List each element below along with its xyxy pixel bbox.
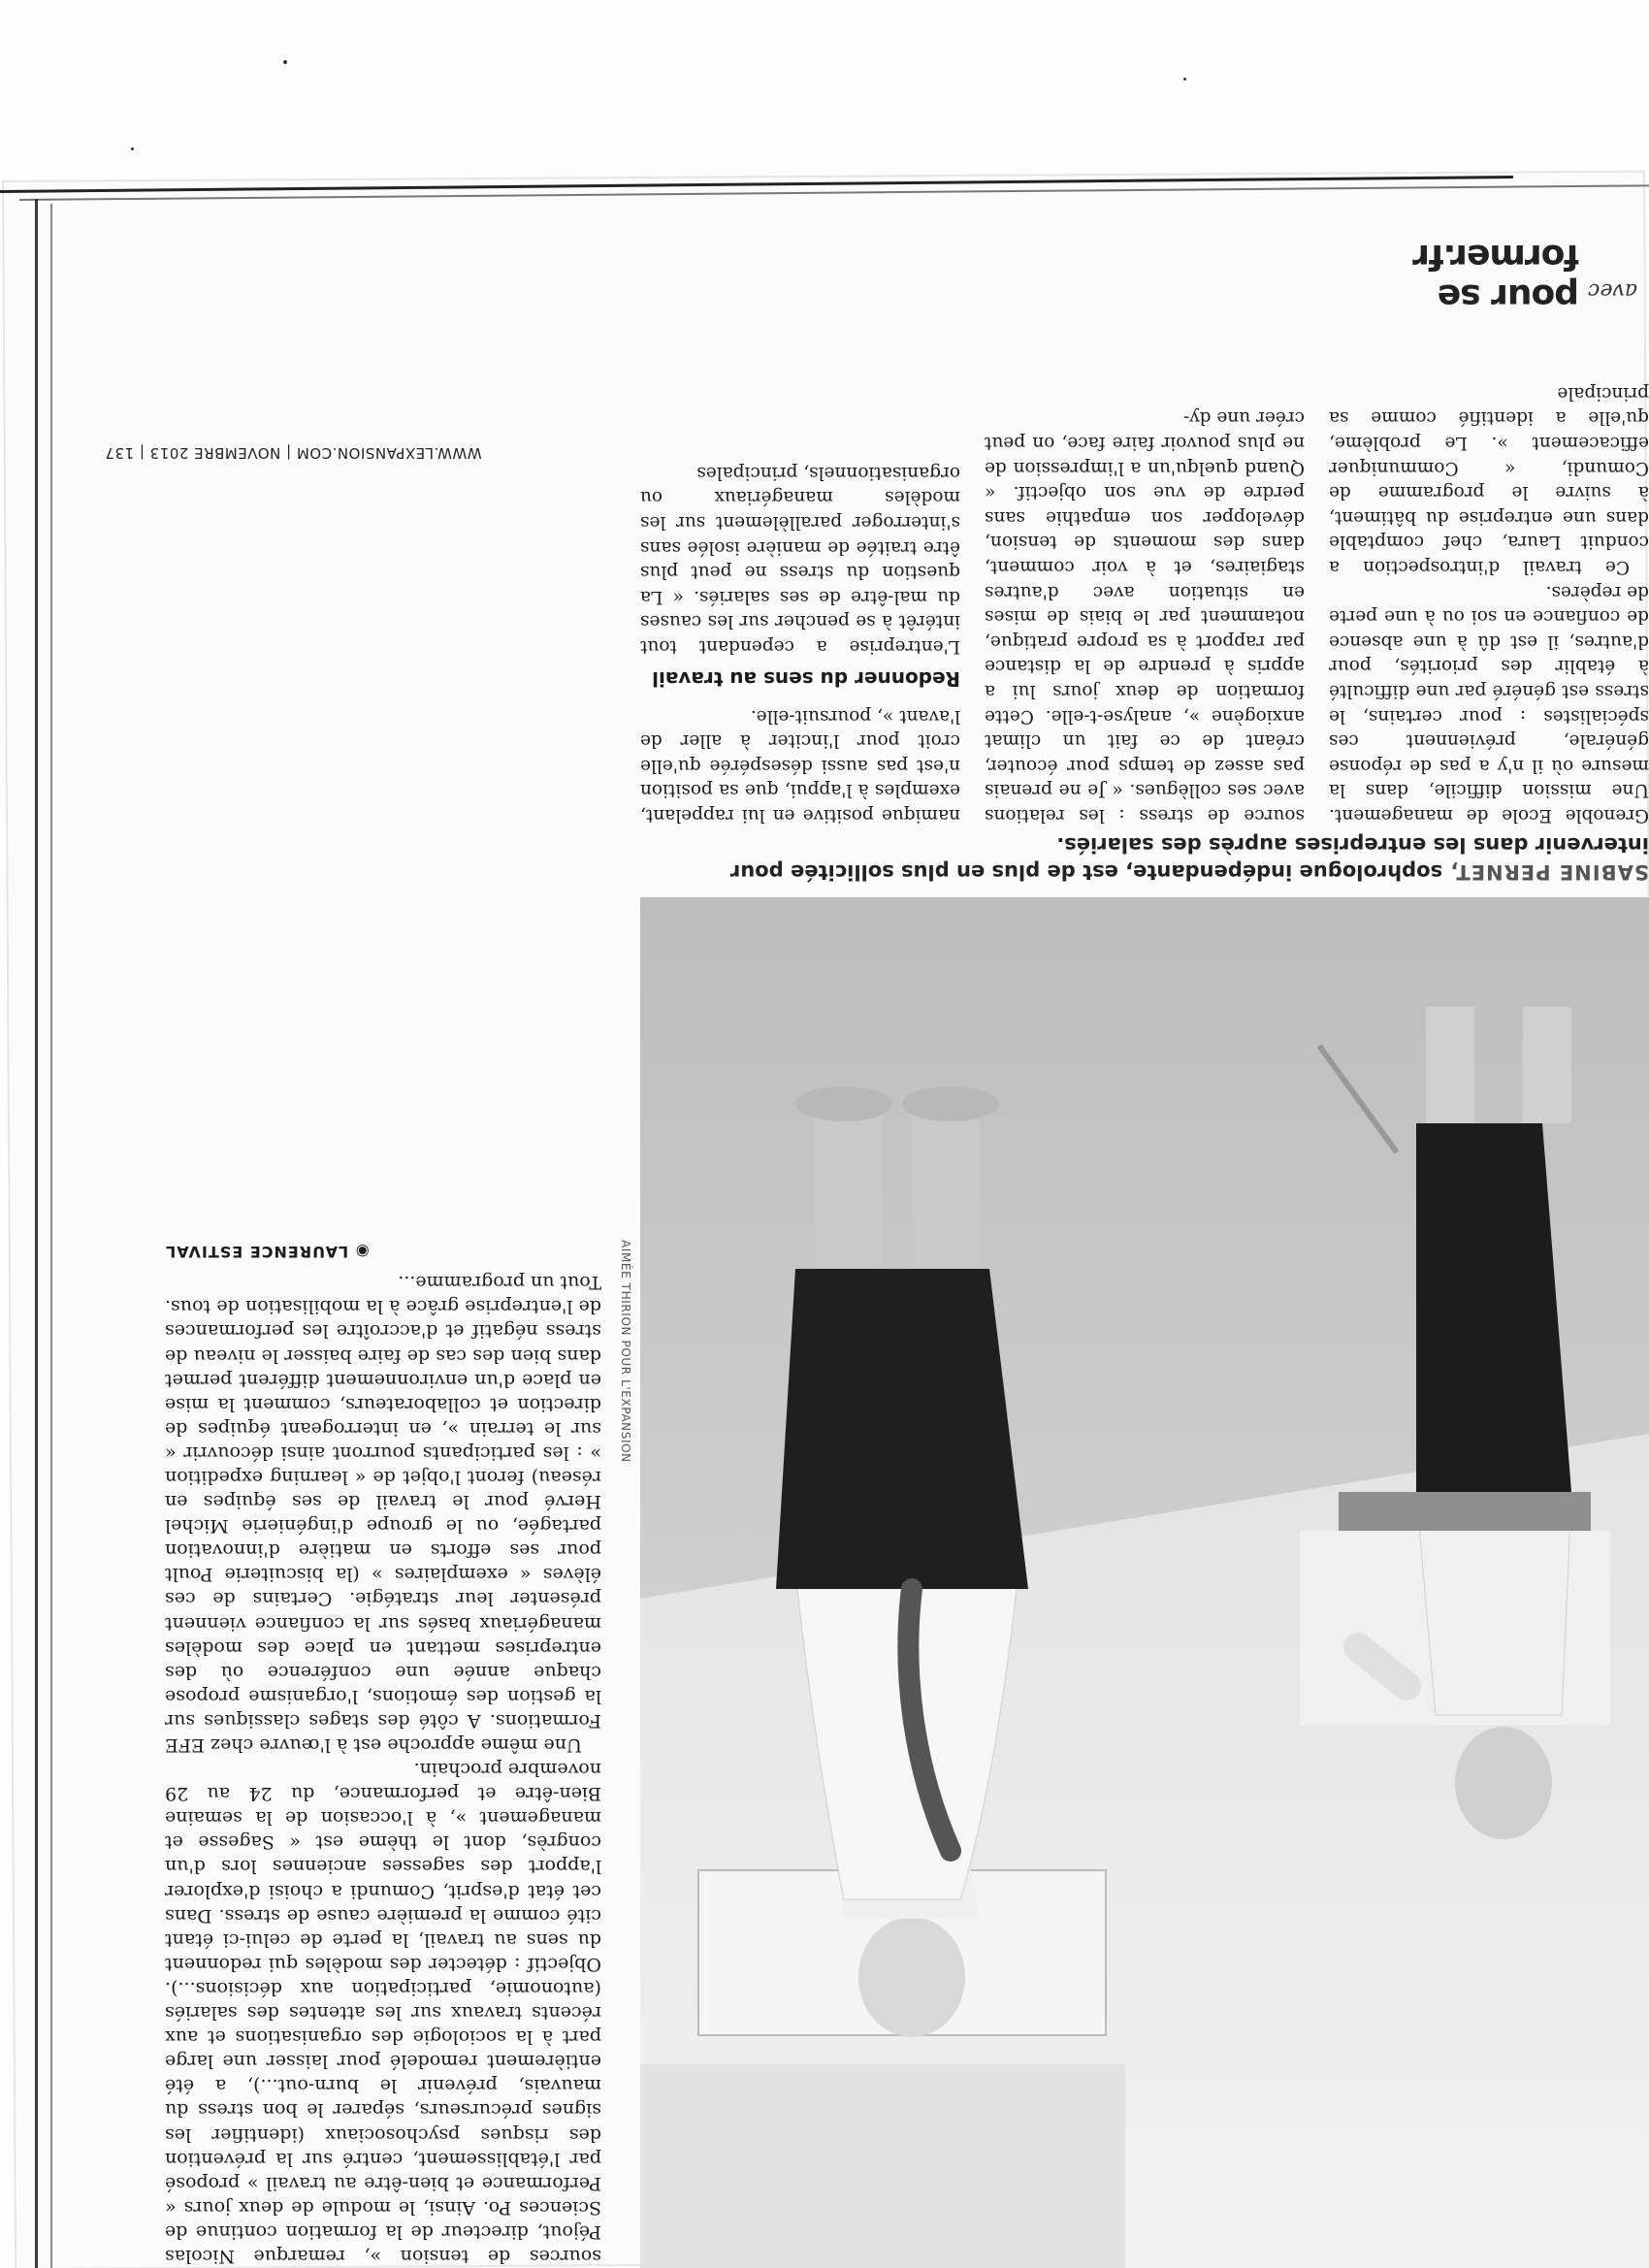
article-column-2 <box>985 405 1305 827</box>
caption-person-name: SABINE PERNET, <box>1449 860 1649 884</box>
photo-credit: AIMÉE THIRION POUR L'EXPANSION <box>619 1240 632 1463</box>
partner-brand <box>1317 237 1637 322</box>
article-column-3 <box>640 460 960 827</box>
paragraph: Ce travail d'introspection a conduit Laura, chef comptable dans une entreprise du bâtiment, à suivre le programme de Comundi, « Communiquer efficacement ». Le problème, qu'elle a identifié comme sa principale <box>1329 382 1649 578</box>
paragraph: source de stress : les relations avec ses collègues. « Je ne prenais pas assez de temps pour écouter, créant de ce fait un climat anxiogène », analyse-t-elle. Cette formation de deux jours lui a appris à prendre de la distance par rapport à sa propre pratique, notamment par le biais de mises en situation avec d'autres stagiaires, et à voir comment, dans des moments de tension, développer son empathie sans perdre de vue son objectif. « Quand quelqu'un a l'impression de ne plus pouvoir faire face, on peut créer une dy- <box>985 407 1305 826</box>
photo-illustration <box>640 897 1649 2268</box>
paragraph: L'entreprise a cependant tout intérêt à se pencher sur les causes du mal-être de ses salariés. « La question du stress ne peut plus être traitée de manière isolée sans s'interroger parallèlement sur les modèles managériaux ou organisationnels, principales <box>640 462 960 658</box>
page-edge-left <box>35 199 38 2268</box>
article-photo <box>640 897 1649 2268</box>
paragraph: Une même approche est à l'œuvre chez EFE Formations. A côté des stages classiques sur la gestion des émotions, l'organisme propose chaque année une conférence où des entreprises mettant en place des modèles managériaux basés sur la confiance viennent présenter leur stratégie. Certains de ces élèves « exemplaires » (la biscuiterie Poult pour ses efforts en matière d'innovation partagée, ou le groupe d'ingénierie Michel Hervé pour le travail de ses équipes en réseau) feront l'objet de « learning expedition » : les participants pourront ainsi découvrir « sur le terrain », en interrogeant équipes de direction et collaborateurs, comment la mise en place d'un environnement différent permet dans bien des cas de faire baisser le niveau de stress négatif et d'accroître les performances de l'entreprise grâce à la mobilisation de tous. Tout un programme... <box>165 1272 601 1757</box>
author-byline: ◉ LAURENCE ESTIVAL <box>165 1243 370 1262</box>
printed-page-upside-down <box>54 199 1649 2268</box>
page-edge-left-inner <box>50 204 52 2268</box>
section-subheading: Redonner du sens au travail <box>652 667 960 692</box>
dust-speck <box>131 147 134 150</box>
paragraph: sources de tension », remarque Nicolas Péjout, directeur de la formation continue de Sciences Po. Ainsi, le module de deux jours « Performance et bien-être au travail » proposé par l'établissement, centré sur la prévention des risques psychosociaux (identifier les signes précurseurs, séparer le bon stress du mauvais, prévenir le burn-out...), a été entièrement remodelé pour laisser une large part à la sociologie des organisations et aux récents travaux sur les attentes des salariés (autonomie, participation aux décisions...). Objectif : détecter des modèles qui redonnent du sens au travail, la perte de celui-ci étant cité comme la première cause de stress. Dans cet état d'esprit, Comundi a choisi d'explorer l'apport des sagesses anciennes lors d'un congrès, dont le thème est « Sagesse et management », à l'occasion de la semaine Bien-être et performance, du 24 au 29 novembre prochain. <box>165 1759 601 2267</box>
caption-text: sophrologue indépendante, est de plus en plus sollicitée pour intervenir dans les entreprises auprès des salariés. <box>729 833 1649 884</box>
paragraph: namique positive en lui rappelant, exemples à l'appui, que sa position n'est pas aussi désespérée qu'elle croit pour l'inciter à aller de l'avant », poursuit-elle. <box>640 705 960 826</box>
photo-caption <box>640 831 1649 886</box>
page-folio: WWW.LEXPANSION.COM | NOVEMBRE 2013 | 137 <box>105 444 482 462</box>
dust-speck <box>1183 78 1186 81</box>
brand-avec-label: avec <box>1588 278 1637 303</box>
article-column-1 <box>1329 380 1649 827</box>
paragraph: Grenoble Ecole de management. Une mission difficile, dans la mesure où il n'y a pas de réponse générale, préviennent ces spécialistes : pour certains, le stress est généré par une difficulté à établir des priorités, pour d'autres, il est dû à une absence de confiance en soi ou à une perte de repères. <box>1329 581 1649 826</box>
article-column-4 <box>165 473 601 2268</box>
pourseformer-logo: pour se former.fr <box>1413 237 1579 316</box>
dust-speck <box>283 60 287 64</box>
